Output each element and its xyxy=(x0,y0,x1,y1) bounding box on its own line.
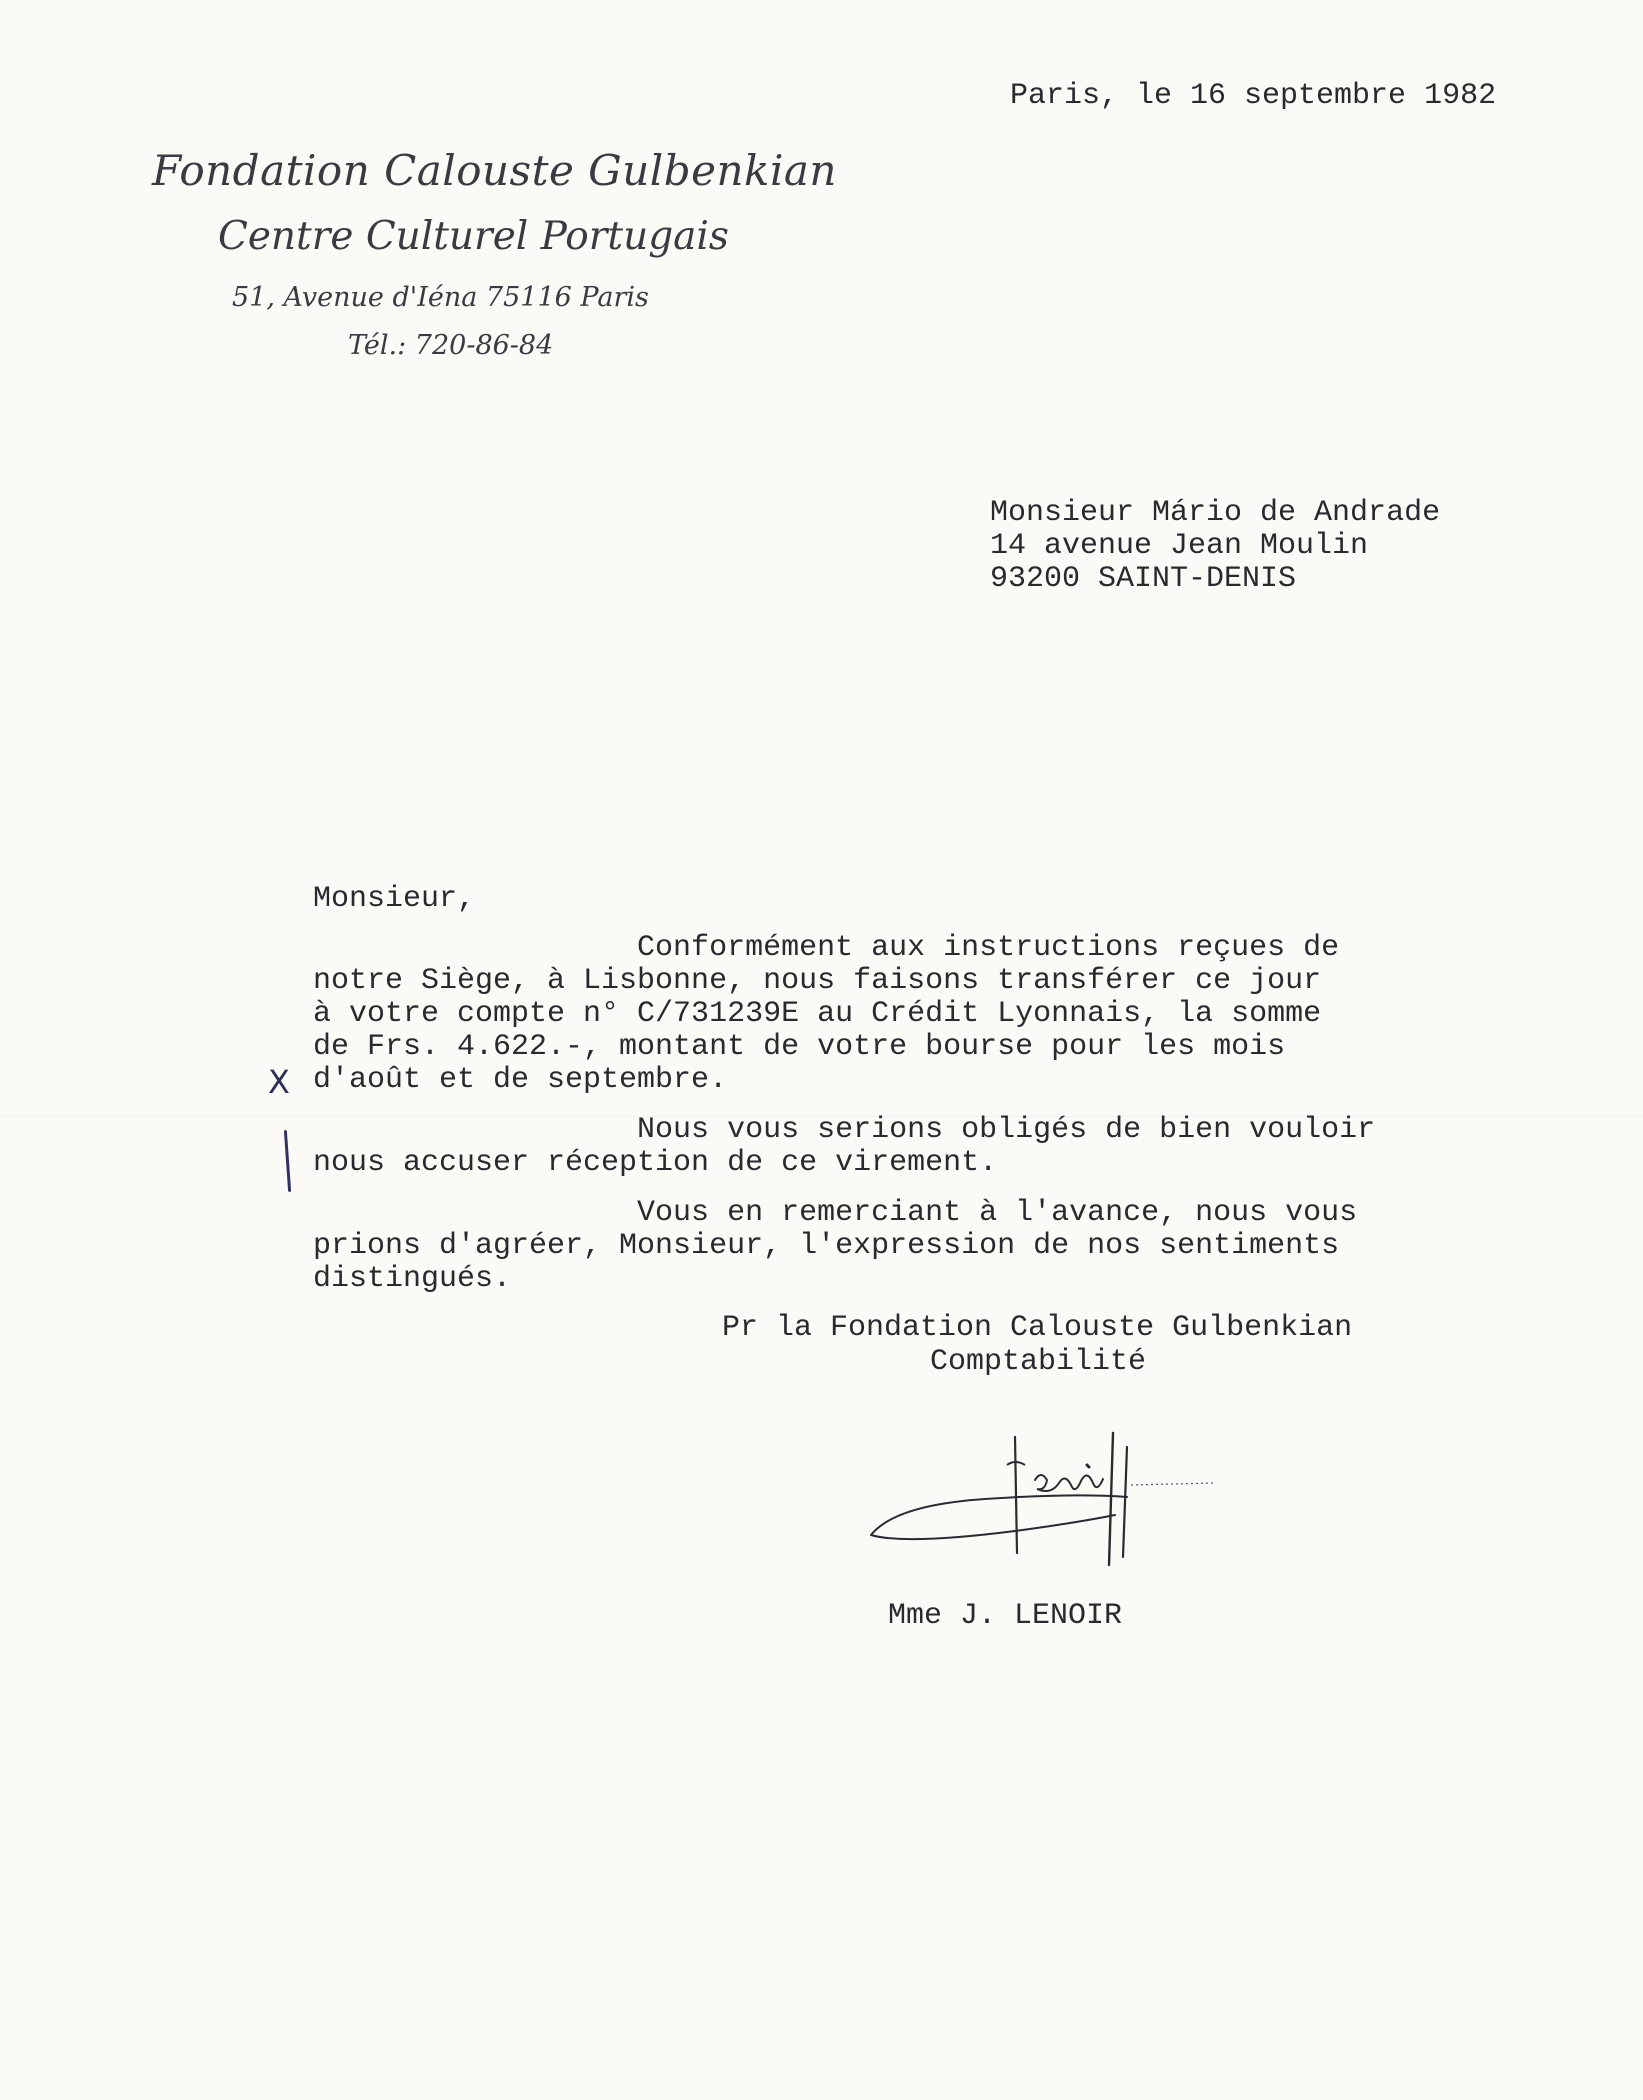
body-p2-line: Nous vous serions obligés de bien vouloir xyxy=(313,1113,1376,1147)
margin-x-mark: X xyxy=(268,1063,290,1101)
handwritten-signature xyxy=(865,1425,1225,1585)
letterhead-phone: Tél.: 720-86-84 xyxy=(348,330,554,361)
body-p1-line: notre Siège, à Lisbonne, nous faisons transférer ce jour xyxy=(313,964,1322,998)
letterhead-centre: Centre Culturel Portugais xyxy=(218,214,729,259)
recipient-street: 14 avenue Jean Moulin xyxy=(990,529,1369,563)
margin-bar-mark xyxy=(284,1130,291,1192)
body-p1-line: Conformément aux instructions reçues de xyxy=(313,931,1340,965)
recipient-city: 93200 SAINT-DENIS xyxy=(990,562,1297,596)
body-p2-line: nous accuser réception de ce virement. xyxy=(313,1146,998,1180)
body-p3-line: prions d'agréer, Monsieur, l'expression de nos sentiments xyxy=(313,1229,1340,1263)
closing-organization: Pr la Fondation Calouste Gulbenkian xyxy=(722,1311,1353,1345)
body-p1-line: à votre compte n° C/731239E au Crédit Lyonnais, la somme xyxy=(313,997,1322,1031)
signatory-name: Mme J. LENOIR xyxy=(888,1599,1123,1633)
letterhead-address: 51, Avenue d'Iéna 75116 Paris xyxy=(232,282,649,313)
body-p1-line: d'août et de septembre. xyxy=(313,1063,728,1097)
closing-department: Comptabilité xyxy=(930,1345,1147,1379)
body-p3-line: Vous en remerciant à l'avance, nous vous xyxy=(313,1196,1358,1230)
letter-date: Paris, le 16 septembre 1982 xyxy=(1010,79,1497,113)
letterhead-foundation: Fondation Calouste Gulbenkian xyxy=(152,146,837,195)
recipient-name: Monsieur Mário de Andrade xyxy=(990,496,1441,530)
salutation: Monsieur, xyxy=(313,882,476,916)
body-p1-line: de Frs. 4.622.-, montant de votre bourse pour les mois xyxy=(313,1030,1286,1064)
body-p3-line: distingués. xyxy=(313,1262,512,1296)
